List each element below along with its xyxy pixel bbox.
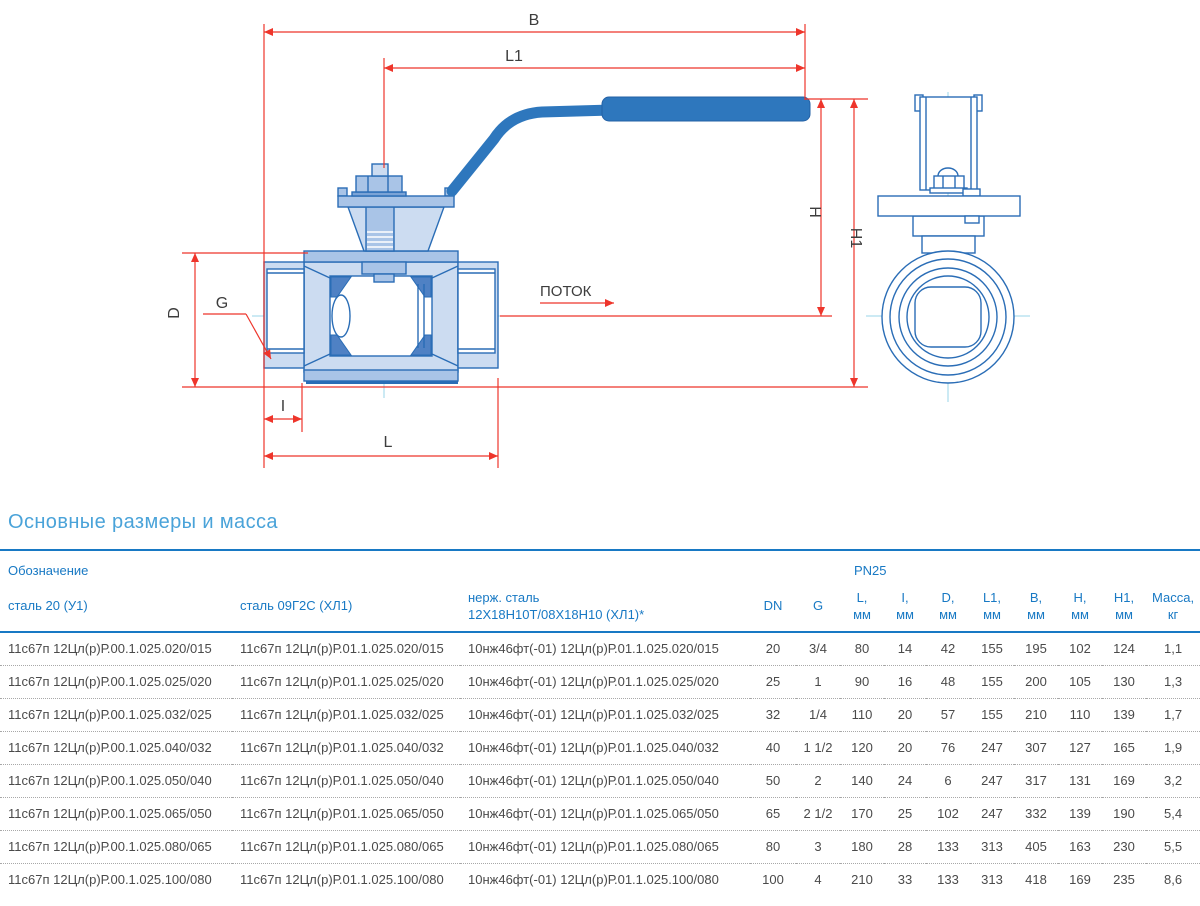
cell-designation-steel09g2s: 11с67п 12Цл(р)Р.01.1.025.020/015 — [232, 632, 460, 665]
cell-designation-stainless: 10нж46фт(-01) 12Цл(р)Р.01.1.025.080/065 — [460, 830, 750, 863]
col-header-mass: Масса, кг — [1146, 580, 1200, 632]
table-group-header-row — [0, 550, 1200, 580]
cell-g: 1 1/2 — [796, 731, 840, 764]
cell-l1-mm: 155 — [970, 665, 1014, 698]
dim-label-g: G — [215, 295, 229, 312]
cell-h-mm: 169 — [1069, 872, 1091, 888]
cell-designation-steel20: 11с67п 12Цл(р)Р.00.1.025.065/050 — [0, 797, 232, 830]
dim-label-l1: L1 — [505, 48, 523, 65]
cell-b-mm: 405 — [1014, 830, 1058, 863]
col-header-steel09g2s: сталь 09Г2С (ХЛ1) — [232, 580, 460, 632]
cell-l1-mm: 247 — [970, 764, 1014, 797]
table-row — [0, 764, 1200, 797]
cell-i-mm: 33 — [897, 872, 913, 888]
cell-l-mm: 210 — [851, 872, 873, 888]
cell-l-mm: 120 — [840, 731, 884, 764]
cell-l-mm: 140 — [840, 764, 884, 797]
cell-l1-mm: 247 — [970, 797, 1014, 830]
handle-arm — [452, 110, 612, 191]
cell-designation-steel09g2s: 11с67п 12Цл(р)Р.01.1.025.025/020 — [232, 665, 460, 698]
cell-g: 2 1/2 — [796, 797, 840, 830]
cell-d-mm: 76 — [926, 731, 970, 764]
valve-front-section-view — [264, 164, 498, 384]
cell-h-mm: 110 — [1058, 698, 1102, 731]
cell-designation-steel20: 11с67п 12Цл(р)Р.00.1.025.040/032 — [0, 731, 232, 764]
cell-mass-kg: 5,4 — [1146, 797, 1200, 830]
cell-g: 2 — [796, 764, 840, 797]
cell-designation-stainless: 10нж46фт(-01) 12Цл(р)Р.01.1.025.065/050 — [460, 797, 750, 830]
cell-b-mm: 210 — [1014, 698, 1058, 731]
col-header-g: G — [796, 580, 840, 632]
cell-h-mm: 127 — [1058, 731, 1102, 764]
cell-g: 1 — [796, 665, 840, 698]
col-header-stainless: нерж. сталь 12Х18Н10Т/08Х18Н10 (ХЛ1)* — [460, 580, 750, 632]
cell-l1-mm: 155 — [970, 698, 1014, 731]
cell-designation-steel09g2s: 11с67п 12Цл(р)Р.01.1.025.080/065 — [232, 830, 460, 863]
cell-d-mm: 48 — [926, 665, 970, 698]
cell-l-mm: 90 — [840, 665, 884, 698]
cell-b-mm: 317 — [1014, 764, 1058, 797]
dim-label-d: D — [166, 307, 183, 319]
cell-designation-stainless: 10нж46фт(-01) 12Цл(р)Р.01.1.025.050/040 — [460, 764, 750, 797]
cell-h1-mm: 165 — [1102, 731, 1146, 764]
cell-b-mm: 418 — [1025, 872, 1047, 888]
cell-dn: 32 — [750, 698, 796, 731]
cell-dn: 50 — [750, 764, 796, 797]
cell-l1-mm: 247 — [970, 731, 1014, 764]
col-header-i: I, мм — [884, 580, 926, 632]
cell-designation-stainless: 10нж46фт(-01) 12Цл(р)Р.01.1.025.040/032 — [460, 731, 750, 764]
cell-h1-mm: 124 — [1102, 632, 1146, 665]
table-row — [0, 797, 1200, 830]
table-row — [0, 830, 1200, 863]
cell-l-mm: 180 — [840, 830, 884, 863]
cell-designation-stainless: 10нж46фт(-01) 12Цл(р)Р.01.1.025.032/025 — [460, 698, 750, 731]
cell-h-mm: 105 — [1058, 665, 1102, 698]
valve-handle — [452, 97, 810, 191]
cell-designation-steel20: 11с67п 12Цл(р)Р.00.1.025.100/080 — [8, 872, 212, 888]
section-title: Основные размеры и масса — [8, 511, 278, 533]
cell-h-mm: 139 — [1058, 797, 1102, 830]
col-header-b: B, мм — [1014, 580, 1058, 632]
ball-port-end-view — [915, 287, 981, 347]
cell-designation-steel09g2s: 11с67п 12Цл(р)Р.01.1.025.040/032 — [232, 731, 460, 764]
cell-designation-steel09g2s: 11с67п 12Цл(р)Р.01.1.025.100/080 — [240, 872, 444, 888]
table-row — [0, 665, 1200, 698]
cell-d-mm: 133 — [926, 830, 970, 863]
cell-l1-mm: 313 — [981, 872, 1003, 888]
col-header-dn: DN — [750, 580, 796, 632]
cell-b-mm: 307 — [1014, 731, 1058, 764]
table-body — [0, 632, 1200, 896]
cell-designation-steel20: 11с67п 12Цл(р)Р.00.1.025.020/015 — [0, 632, 232, 665]
table-row — [0, 632, 1200, 665]
cell-h1-mm: 235 — [1113, 872, 1135, 888]
cell-h1-mm: 139 — [1102, 698, 1146, 731]
cell-i-mm: 20 — [884, 698, 926, 731]
table-row — [0, 698, 1200, 731]
cell-d-mm: 42 — [926, 632, 970, 665]
bonnet — [348, 207, 444, 251]
dim-label-l: L — [383, 434, 393, 451]
col-header-d: D, мм — [926, 580, 970, 632]
cell-designation-stainless: 10нж46фт(-01) 12Цл(р)Р.01.1.025.100/080 — [468, 872, 719, 888]
cell-h1-mm: 169 — [1102, 764, 1146, 797]
designation-header: Обозначение — [0, 550, 750, 580]
cell-designation-steel09g2s: 11с67п 12Цл(р)Р.01.1.025.065/050 — [232, 797, 460, 830]
cell-d-mm: 57 — [926, 698, 970, 731]
pn-group-header: PN25 — [750, 550, 1200, 580]
cell-dn: 65 — [750, 797, 796, 830]
cell-mass-kg: 1,3 — [1146, 665, 1200, 698]
cell-mass-kg: 3,2 — [1146, 764, 1200, 797]
col-header-steel20: сталь 20 (У1) — [0, 580, 232, 632]
col-header-h: H, мм — [1058, 580, 1102, 632]
handle-plate — [338, 196, 454, 207]
cell-l-mm: 170 — [840, 797, 884, 830]
cell-i-mm: 28 — [884, 830, 926, 863]
table-row — [0, 863, 1200, 896]
stem-nut — [356, 176, 402, 192]
cell-b-mm: 195 — [1014, 632, 1058, 665]
dim-label-b: B — [528, 12, 540, 29]
port-seal — [332, 295, 350, 337]
cell-dn: 25 — [750, 665, 796, 698]
cell-designation-steel20: 11с67п 12Цл(р)Р.00.1.025.080/065 — [0, 830, 232, 863]
cell-d-mm: 6 — [926, 764, 970, 797]
cell-l1-mm: 313 — [970, 830, 1014, 863]
cell-g: 4 — [814, 872, 822, 888]
col-header-l: L, мм — [840, 580, 884, 632]
dim-label-i: I — [280, 398, 286, 415]
cell-designation-steel20: 11с67п 12Цл(р)Р.00.1.025.025/020 — [0, 665, 232, 698]
cell-h1-mm: 230 — [1102, 830, 1146, 863]
cell-b-mm: 200 — [1014, 665, 1058, 698]
cell-i-mm: 25 — [884, 797, 926, 830]
cell-i-mm: 14 — [884, 632, 926, 665]
dim-label-h1: H1 — [847, 227, 864, 249]
cell-mass-kg: 5,5 — [1146, 830, 1200, 863]
dim-label-h: H — [806, 206, 823, 218]
cell-mass-kg: 1,7 — [1146, 698, 1200, 731]
cell-mass-kg: 8,6 — [1164, 872, 1183, 888]
col-header-h1: H1, мм — [1102, 580, 1146, 632]
cell-i-mm: 24 — [884, 764, 926, 797]
cell-mass-kg: 1,1 — [1146, 632, 1200, 665]
cell-designation-steel20: 11с67п 12Цл(р)Р.00.1.025.050/040 — [0, 764, 232, 797]
cell-i-mm: 20 — [884, 731, 926, 764]
table-row — [0, 731, 1200, 764]
cell-h-mm: 163 — [1058, 830, 1102, 863]
cell-designation-stainless: 10нж46фт(-01) 12Цл(р)Р.01.1.025.025/020 — [460, 665, 750, 698]
col-header-l1: L1, мм — [970, 580, 1014, 632]
cell-h-mm: 131 — [1058, 764, 1102, 797]
table-column-header-row — [0, 580, 1200, 632]
dimensions-table — [0, 549, 1200, 896]
valve-end-view — [878, 95, 1020, 383]
cell-mass-kg: 1,9 — [1146, 731, 1200, 764]
cell-l1-mm: 155 — [970, 632, 1014, 665]
cell-b-mm: 332 — [1014, 797, 1058, 830]
cell-designation-steel20: 11с67п 12Цл(р)Р.00.1.025.032/025 — [0, 698, 232, 731]
handle-grip — [602, 97, 810, 121]
cell-designation-steel09g2s: 11с67п 12Цл(р)Р.01.1.025.050/040 — [232, 764, 460, 797]
cell-g: 3 — [796, 830, 840, 863]
mounting-flange — [878, 196, 1020, 216]
cell-dn: 20 — [750, 632, 796, 665]
dimension-labels — [166, 12, 864, 451]
cell-l-mm: 80 — [840, 632, 884, 665]
cell-dn: 40 — [750, 731, 796, 764]
cell-dn: 80 — [750, 830, 796, 863]
cell-designation-stainless: 10нж46фт(-01) 12Цл(р)Р.01.1.025.020/015 — [460, 632, 750, 665]
cell-g: 3/4 — [796, 632, 840, 665]
flow-label: ПОТОК — [540, 283, 592, 300]
cell-h1-mm: 130 — [1102, 665, 1146, 698]
cell-h1-mm: 190 — [1102, 797, 1146, 830]
cell-h-mm: 102 — [1058, 632, 1102, 665]
cell-designation-steel09g2s: 11с67п 12Цл(р)Р.01.1.025.032/025 — [232, 698, 460, 731]
cell-d-mm: 102 — [926, 797, 970, 830]
cell-i-mm: 16 — [884, 665, 926, 698]
cell-dn: 100 — [762, 872, 784, 888]
cell-g: 1/4 — [796, 698, 840, 731]
cell-l-mm: 110 — [840, 698, 884, 731]
cell-d-mm: 133 — [937, 872, 959, 888]
